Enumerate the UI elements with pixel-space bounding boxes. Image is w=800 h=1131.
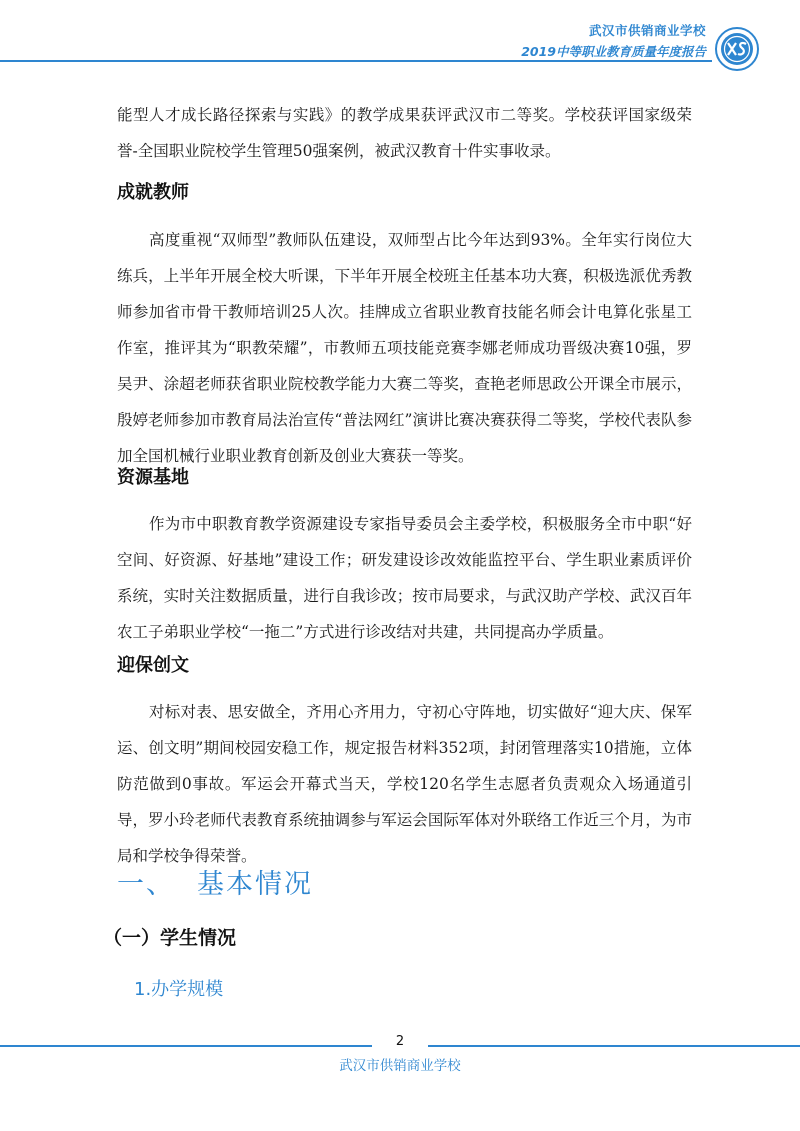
section-text-teachers: 高度重视“双师型”教师队伍建设，双师型占比今年达到93%。全年实行岗位大练兵，上半年开展全校大听课，下半年开展全校班主任基本功大赛，积极选派优秀教师参加省市骨干教师培训25人次。挂牌成立省职业教育技能名师会计电算化张星工作室，推评其为“职教荣耀”，市教师五项技能竞赛李娜老师成功晋级决赛10强，罗吴尹、涂超老师获省职业院校教学能力大赛二等奖，查艳老师思政公开课全市展示，殷婷老师参加市教育局法治宣传“普法网红”演讲比赛决赛获得二等奖，学校代表队参加全国机械行业职业教育创新及创业大赛获一等奖。 [117,231,692,465]
section-text-resources: 作为市中职教育教学资源建设专家指导委员会主委学校，积极服务全市中职“好空间、好资源、好基地”建设工作；研发建设诊改效能监控平台、学生职业素质评价系统，实时关注数据质量，进行自我诊改；按市局要求，与武汉助产学校、武汉百年农工子弟职业学校“一拖二”方式进行诊改结对共建，共同提高办学质量。 [117,515,692,641]
page-number: 2 [395,1034,405,1049]
subsubsection-heading: 1.办学规模 [134,979,224,1000]
header-school-name: 武汉市供销商业学校 [588,23,706,38]
chapter-number: 一、 [117,869,175,900]
header-report-title: 2019中等职业教育质量年度报告 [521,44,706,59]
subsection-heading: （一）学生情况 [103,927,237,949]
intro-paragraph: 能型人才成长路径探索与实践》的教学成果获评武汉市二等奖。学校获评国家级荣誉-全国职业院校学生管理50强案例，被武汉教育十件实事收录。 [117,106,692,160]
section-heading-resources: 资源基地 [117,467,189,488]
school-emblem-icon [714,26,760,72]
header-divider [0,60,712,62]
section-heading-teachers: 成就教师 [117,182,189,203]
section-heading-safety: 迎保创文 [117,655,189,676]
chapter-title: 基本情况 [197,869,313,900]
footer-school-name: 武汉市供销商业学校 [339,1058,461,1074]
chapter-heading [117,862,313,901]
section-text-safety: 对标对表、思安做全，齐用心齐用力，守初心守阵地，切实做好“迎大庆、保军运、创文明”期间校园安稳工作，规定报告材料352项，封闭管理落实10措施，立体防范做到0事故。军运会开幕式当天，学校120名学生志愿者负责观众入场通道引导，罗小玲老师代表教育系统抽调参与军运会国际军体对外联络工作近三个月，为市局和学校争得荣誉。 [117,703,692,865]
